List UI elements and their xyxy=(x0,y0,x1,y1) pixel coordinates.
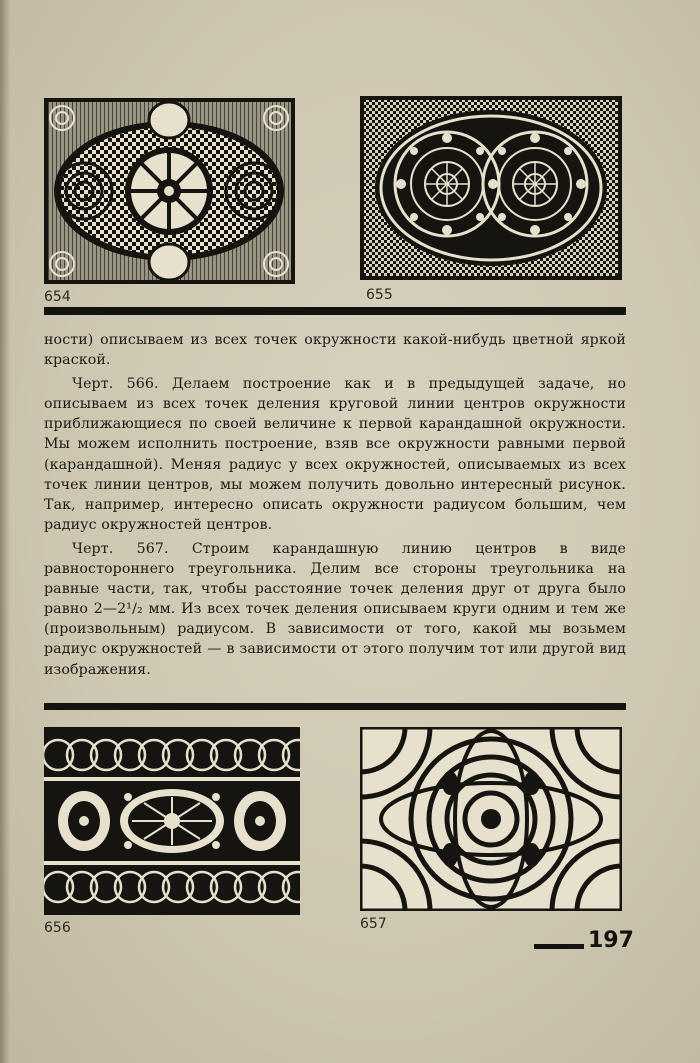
figure-654-image xyxy=(44,98,295,284)
top-rule xyxy=(44,307,626,315)
page-number: 197 xyxy=(588,928,634,953)
paragraph-3: Черт. 567. Строим карандашную линию центров в виде равностороннего треугольника. Делим все стороны треугольника на равные части, так, чтобы расстояние точек деления друг от друга было равно 2—2¹/₂ мм. Из всех точек деления описываем круги одним и тем же (произвольным) радиусом. В зависимости от того, какой мы возьмем радиус окружностей — в зависимости от этого получим тот или другой вид изображения. xyxy=(44,540,626,678)
bottom-rule xyxy=(44,703,626,710)
figure-654-number: 654 xyxy=(44,289,71,305)
page-number-bar xyxy=(534,944,584,949)
paragraph-2: Черт. 566. Делаем построение как и в предыдущей задаче, но описываем из всех точек деления круговой линии центров окружности приближающиеся по своей величине к первой карандашной окружности. Мы можем исполнить построение, взяв все окружности равными первой (карандашной). Меняя радиус у всех окружностей, описываемых из всех точек линии центров, мы можем получить довольно интересный рисунок. Так, например, интересно описать окружности радиусом большим, чем радиус окружностей центров. xyxy=(44,376,626,533)
body-text xyxy=(44,330,626,680)
figure-655-number: 655 xyxy=(366,287,393,303)
paragraph-1: ности) описываем из всех точек окружности какой-нибудь цветной яркой краской. xyxy=(44,332,626,369)
figure-656-number: 656 xyxy=(44,920,71,936)
figure-656-image xyxy=(44,727,300,915)
figure-655-image xyxy=(360,96,622,280)
figure-657-image xyxy=(360,727,622,911)
figure-657-number: 657 xyxy=(360,916,387,932)
page-spine-shadow xyxy=(0,0,10,1063)
